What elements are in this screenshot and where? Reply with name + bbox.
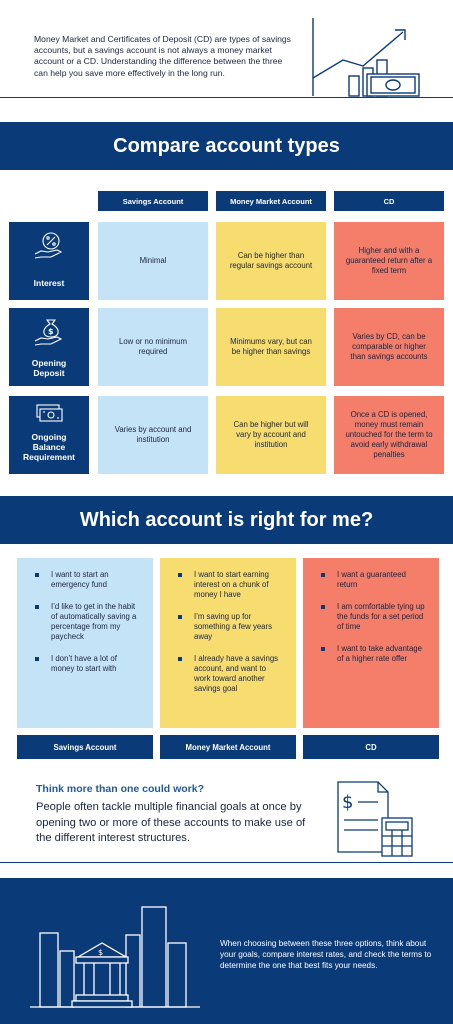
list-item: I already have a savings account, and want to work toward another savings goal xyxy=(178,654,284,694)
cell-deposit-money-market: Minimums vary, but can be higher than savings xyxy=(216,308,326,386)
compare-title: Compare account types xyxy=(0,122,453,170)
list-item: I want a guaranteed return xyxy=(321,570,427,590)
cell-interest-cd: Higher and with a guaranteed return after a fixed term xyxy=(334,222,444,300)
cell-balance-savings: Varies by account and institution xyxy=(98,396,208,474)
cell-deposit-cd: Varies by CD, can be comparable or higher than savings accounts xyxy=(334,308,444,386)
list-item: I want to start an emergency fund xyxy=(35,570,141,590)
row-header-ongoing-balance xyxy=(9,396,89,474)
list-item: I want to take advantage of a higher rate offer xyxy=(321,644,427,664)
panel-cd xyxy=(303,558,439,728)
svg-text:$: $ xyxy=(48,327,54,336)
list-item: I want to start earning interest on a chunk of money I have xyxy=(178,570,284,600)
closing-text: When choosing between these three options, think about your goals, compare interest rates, and check the terms to determine the one that best fits your needs. xyxy=(220,939,432,970)
think-text: People often tackle multiple financial goals at once by opening two or more of these accounts to make use of the different interest structures. xyxy=(36,801,306,844)
money-bag-hand-icon xyxy=(33,316,65,346)
row-label-ongoing-balance: Ongoing Balance Requirement xyxy=(23,432,75,462)
panel-money-market xyxy=(160,558,296,728)
bank-city-icon xyxy=(30,905,200,1010)
cash-stack-icon xyxy=(33,401,65,431)
panel-savings xyxy=(17,558,153,728)
row-header-opening-deposit xyxy=(9,308,89,386)
intro-divider xyxy=(0,97,453,98)
row-label-interest: Interest xyxy=(33,278,65,288)
panel-label-savings: Savings Account xyxy=(17,735,153,759)
panel-label-cd: CD xyxy=(303,735,439,759)
svg-text:$: $ xyxy=(98,948,104,957)
list-item: I’m saving up for something a few years away xyxy=(178,612,284,642)
svg-text:$: $ xyxy=(342,792,354,813)
document-calculator-icon xyxy=(330,780,420,860)
think-title: Think more than one could work? xyxy=(36,783,205,795)
column-header-savings: Savings Account xyxy=(98,191,208,211)
list-item: I don’t have a lot of money to start with xyxy=(35,654,141,674)
column-header-money-market: Money Market Account xyxy=(216,191,326,211)
cell-deposit-savings: Low or no minimum required xyxy=(98,308,208,386)
list-item: I’d like to get in the habit of automatically saving a percentage from my paycheck xyxy=(35,602,141,642)
cell-balance-money-market: Can be higher but will vary by account and institution xyxy=(216,396,326,474)
cell-interest-money-market: Can be higher than regular savings account xyxy=(216,222,326,300)
cell-balance-cd: Once a CD is opened, money must remain untouched for the term to avoid early withdrawal penalties xyxy=(334,396,444,474)
intro-text: Money Market and Certificates of Deposit (CD) are types of savings accounts, but a savings account is not always a money market account or a CD. Understanding the difference between the three can help you save more effectively in the long run. xyxy=(34,34,291,78)
percent-hand-icon xyxy=(33,230,65,260)
which-title: Which account is right for me? xyxy=(0,496,453,544)
row-header-interest xyxy=(9,222,89,300)
think-divider xyxy=(0,862,453,863)
list-item: I am comfortable tying up the funds for a set period of time xyxy=(321,602,427,632)
row-label-opening-deposit: Opening Deposit xyxy=(31,358,67,378)
cell-interest-savings: Minimal xyxy=(98,222,208,300)
panel-label-money-market: Money Market Account xyxy=(160,735,296,759)
column-header-cd: CD xyxy=(334,191,444,211)
growth-chart-icon xyxy=(305,16,425,98)
